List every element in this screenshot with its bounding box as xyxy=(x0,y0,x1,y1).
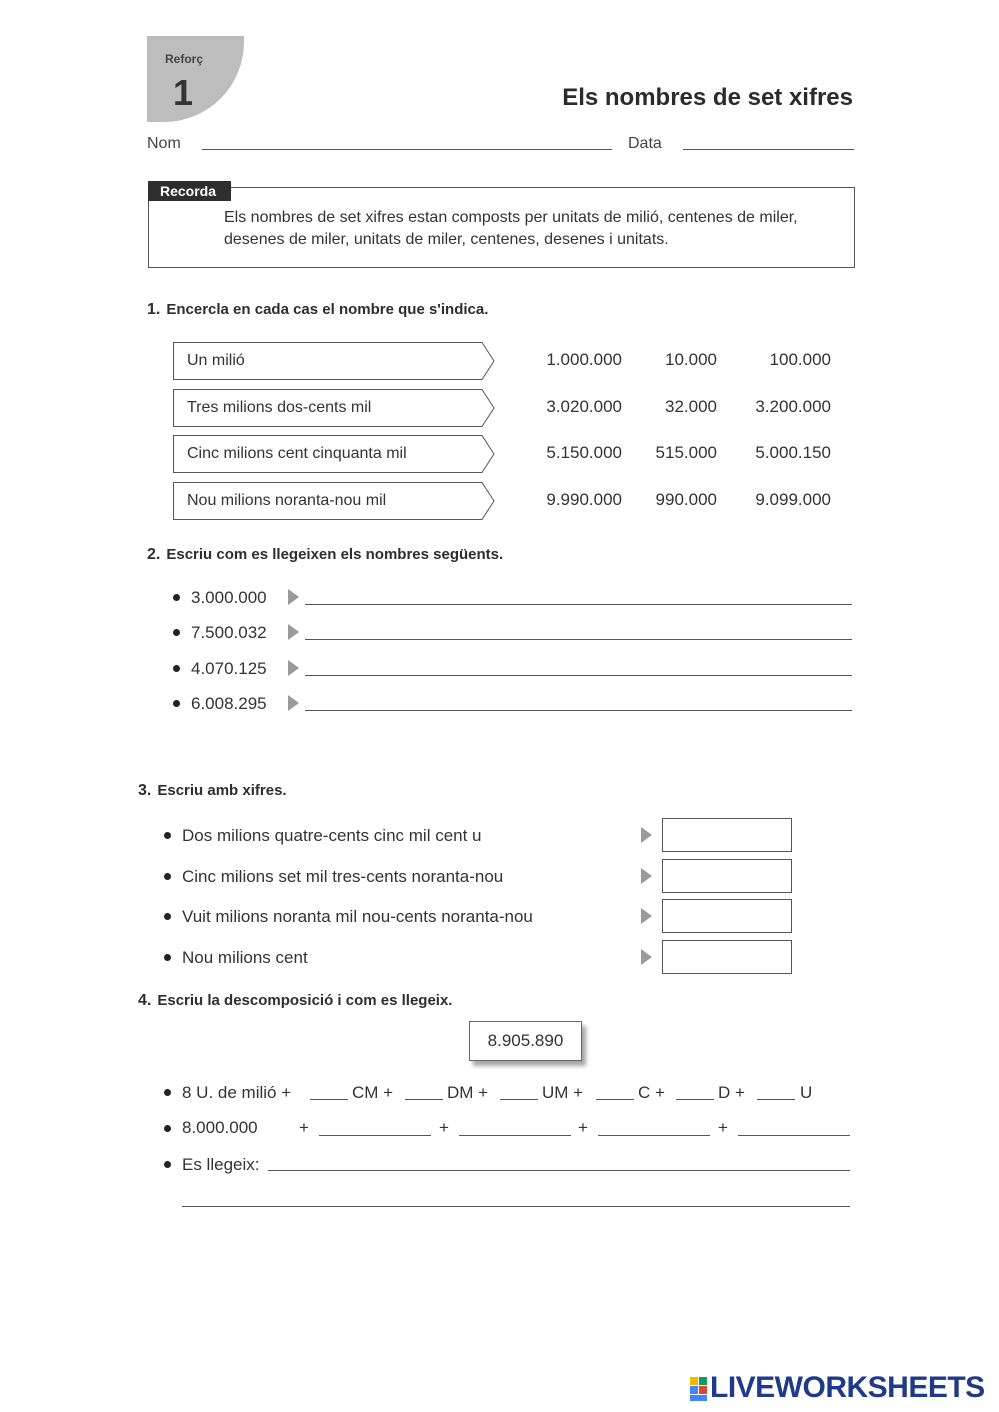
arrow-icon xyxy=(641,868,652,884)
number-option[interactable]: 3.020.000 xyxy=(546,397,622,416)
blank-value-4[interactable] xyxy=(738,1135,850,1136)
decomp-part-0: 8 U. de milió + xyxy=(182,1083,292,1102)
blank-dm[interactable] xyxy=(405,1099,443,1100)
decomp-part-2: DM + xyxy=(447,1083,489,1102)
number-option[interactable]: 100.000 xyxy=(769,350,831,369)
statement-label: Un milió xyxy=(187,352,245,369)
number-option[interactable]: 5.150.000 xyxy=(546,443,622,462)
number-option[interactable]: 32.000 xyxy=(665,397,717,416)
badge-label: Reforç xyxy=(165,52,204,66)
reads-label: Es llegeix: xyxy=(182,1155,260,1174)
words-number: Cinc milions set mil tres-cents noranta-nou xyxy=(182,867,504,886)
bullet xyxy=(164,1161,171,1168)
exercise-1-number: 1. xyxy=(147,301,161,318)
exercise-2-title xyxy=(147,546,503,564)
number-option[interactable]: 9.990.000 xyxy=(546,490,622,509)
value-start: 8.000.000 xyxy=(182,1118,258,1137)
statement-label: Nou milions noranta-nou mil xyxy=(187,492,387,509)
recorda-text: Els nombres de set xifres estan composts per unitats de milió, centenes de miler, desenes de miler, unitats de miler, centenes, desenes i unitats. xyxy=(224,209,798,248)
answer-box[interactable] xyxy=(662,818,792,852)
date-input-line[interactable] xyxy=(683,149,854,150)
plus-1: + xyxy=(299,1118,309,1137)
statement-box xyxy=(173,482,495,520)
bullet xyxy=(164,832,171,839)
blank-d[interactable] xyxy=(676,1099,714,1100)
name-label: Nom xyxy=(147,135,181,152)
decomp-part-5: D + xyxy=(718,1083,745,1102)
exercise-3-title xyxy=(138,782,287,800)
number-card: 8.905.890 xyxy=(469,1021,582,1061)
number-to-read: 6.008.295 xyxy=(191,694,267,713)
blank-value-2[interactable] xyxy=(459,1135,571,1136)
exercise-1-title xyxy=(147,301,488,319)
number-option[interactable]: 3.200.000 xyxy=(755,397,831,416)
arrow-icon xyxy=(288,589,299,605)
reads-line-2[interactable] xyxy=(182,1206,850,1207)
number-to-read: 7.500.032 xyxy=(191,623,267,642)
exercise-2-number: 2. xyxy=(147,546,161,563)
decomp-part-6: U xyxy=(800,1083,813,1102)
arrow-icon xyxy=(641,827,652,843)
blank-um[interactable] xyxy=(500,1099,538,1100)
bullet xyxy=(164,954,171,961)
recorda-tab: Recorda xyxy=(148,181,231,201)
arrow-icon xyxy=(288,624,299,640)
bullet xyxy=(173,700,180,707)
bullet xyxy=(173,594,180,601)
bullet xyxy=(164,1125,171,1132)
words-number: Dos milions quatre-cents cinc mil cent u xyxy=(182,826,482,845)
page-title: Els nombres de set xifres xyxy=(562,84,853,111)
badge-number: 1 xyxy=(173,72,194,113)
answer-box[interactable] xyxy=(662,859,792,893)
statement-label: Tres milions dos-cents mil xyxy=(187,399,372,416)
blank-c[interactable] xyxy=(596,1099,634,1100)
decomp-part-4: C + xyxy=(638,1083,665,1102)
logo-icon xyxy=(690,1377,708,1401)
blank-value-3[interactable] xyxy=(598,1135,710,1136)
arrow-icon xyxy=(288,660,299,676)
badge-shape xyxy=(147,36,244,122)
statement-box xyxy=(173,435,495,473)
reads-line-1[interactable] xyxy=(268,1170,850,1171)
exercise-1-instruction: Encercla en cada cas el nombre que s'indica. xyxy=(166,301,489,318)
name-input-line[interactable] xyxy=(202,149,612,150)
words-number: Nou milions cent xyxy=(182,948,308,967)
answer-line[interactable] xyxy=(305,710,852,711)
answer-box[interactable] xyxy=(662,940,792,974)
bullet xyxy=(164,1089,171,1096)
bullet xyxy=(173,665,180,672)
number-option[interactable]: 515.000 xyxy=(655,443,717,462)
arrow-icon xyxy=(641,908,652,924)
number-to-read: 4.070.125 xyxy=(191,659,267,678)
answer-line[interactable] xyxy=(305,639,852,640)
plus-4: + xyxy=(718,1118,728,1137)
decomp-part-3: UM + xyxy=(542,1083,584,1102)
decomp-part-1: CM + xyxy=(352,1083,394,1102)
exercise-4-number: 4. xyxy=(138,992,152,1009)
plus-2: + xyxy=(439,1118,449,1137)
statement-box xyxy=(173,342,495,380)
number-option[interactable]: 9.099.000 xyxy=(755,490,831,509)
answer-line[interactable] xyxy=(305,675,852,676)
bullet xyxy=(164,873,171,880)
bullet xyxy=(164,913,171,920)
statement-label: Cinc milions cent cinquanta mil xyxy=(187,445,407,462)
answer-box[interactable] xyxy=(662,899,792,933)
statement-box xyxy=(173,389,495,427)
answer-line[interactable] xyxy=(305,604,852,605)
logo-text: LIVEWORKSHEETS xyxy=(710,1371,985,1404)
exercise-3-instruction: Escriu amb xifres. xyxy=(157,782,287,799)
date-label: Data xyxy=(628,135,662,152)
bullet xyxy=(173,629,180,636)
number-to-read: 3.000.000 xyxy=(191,588,267,607)
exercise-4-instruction: Escriu la descomposició i com es llegeix. xyxy=(157,992,453,1009)
number-option[interactable]: 1.000.000 xyxy=(546,350,622,369)
arrow-icon xyxy=(641,949,652,965)
plus-3: + xyxy=(578,1118,588,1137)
number-option[interactable]: 10.000 xyxy=(665,350,717,369)
exercise-3-number: 3. xyxy=(138,782,152,799)
words-number: Vuit milions noranta mil nou-cents noranta-nou xyxy=(182,907,533,926)
blank-u[interactable] xyxy=(757,1099,795,1100)
arrow-icon xyxy=(288,695,299,711)
exercise-4-title xyxy=(138,992,452,1010)
exercise-2-instruction: Escriu com es llegeixen els nombres següents. xyxy=(166,546,504,563)
blank-value-1[interactable] xyxy=(319,1135,431,1136)
number-option[interactable]: 990.000 xyxy=(655,490,717,509)
number-option[interactable]: 5.000.150 xyxy=(755,443,831,462)
blank-cm[interactable] xyxy=(310,1099,348,1100)
